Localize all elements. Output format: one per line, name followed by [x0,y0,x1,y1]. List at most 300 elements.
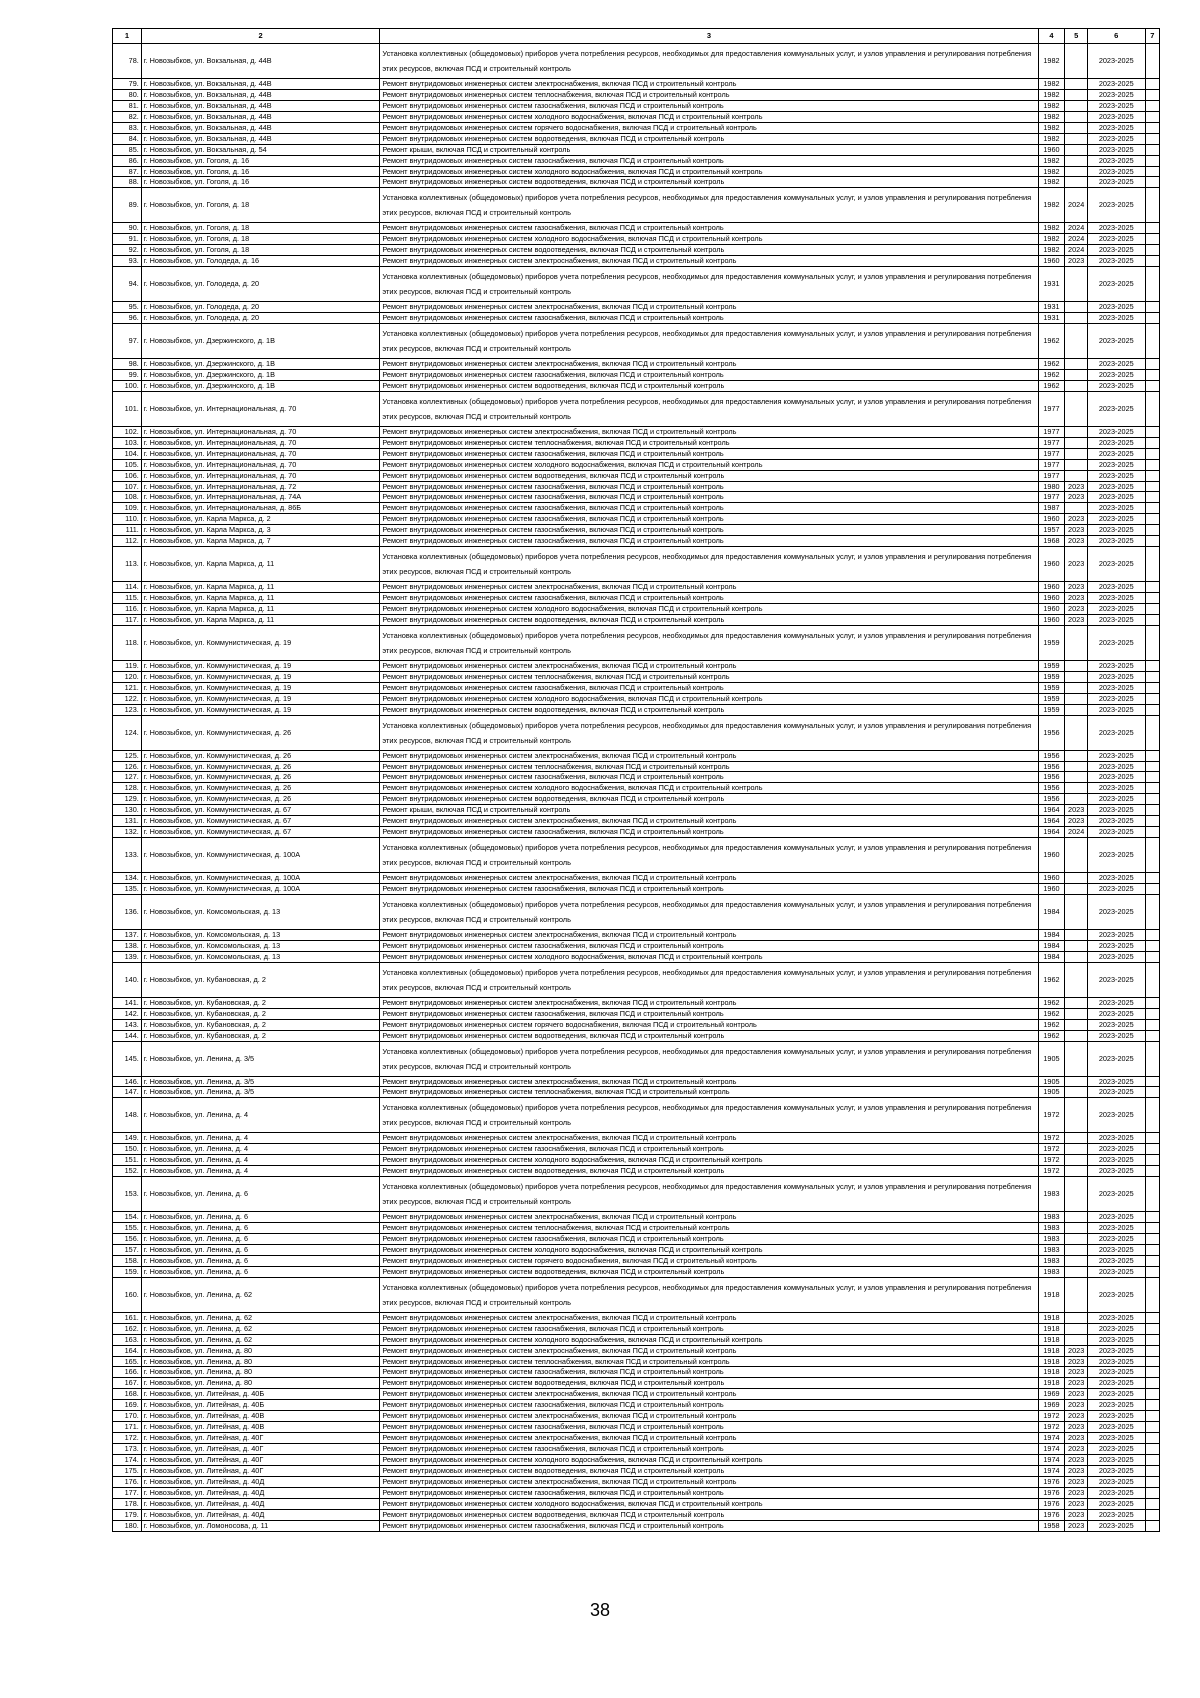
cell-number: 99. [113,369,142,380]
cell-year-plan [1065,660,1088,671]
cell-work: Ремонт внутридомовых инженерных систем электроснабжения, включая ПСД и строительный контроль [380,929,1038,940]
cell-year-plan [1065,1155,1088,1166]
cell-address: г. Новозыбков, ул. Ленина, д. 62 [141,1277,380,1312]
cell-address: г. Новозыбков, ул. Вокзальная, д. 44В [141,89,380,100]
cell-year-plan: 2023 [1065,1520,1088,1531]
cell-empty [1145,1166,1159,1177]
cell-year-plan [1065,324,1088,359]
cell-address: г. Новозыбков, ул. Гоголя, д. 18 [141,188,380,223]
cell-work: Ремонт внутридомовых инженерных систем электроснабжения, включая ПСД и строительный контроль [380,1133,1038,1144]
table-row [113,1098,1160,1133]
cell-number: 158. [113,1255,142,1266]
cell-empty [1145,951,1159,962]
cell-number: 125. [113,750,142,761]
table-row [113,525,1160,536]
cell-period: 2023-2025 [1087,805,1145,816]
table-row [113,144,1160,155]
cell-period: 2023-2025 [1087,604,1145,615]
cell-empty [1145,682,1159,693]
cell-work: Ремонт внутридомовых инженерных систем газоснабжения, включая ПСД и строительный контроль [380,1008,1038,1019]
table-row [113,1019,1160,1030]
table-row [113,1433,1160,1444]
cell-period: 2023-2025 [1087,1509,1145,1520]
cell-empty [1145,671,1159,682]
cell-number: 165. [113,1356,142,1367]
cell-address: г. Новозыбков, ул. Интернациональная, д. 86Б [141,503,380,514]
cell-year-built: 1972 [1038,1133,1065,1144]
cell-address: г. Новозыбков, ул. Вокзальная, д. 44В [141,100,380,111]
cell-year-plan: 2023 [1065,1444,1088,1455]
cell-address: г. Новозыбков, ул. Гоголя, д. 18 [141,234,380,245]
cell-empty [1145,111,1159,122]
cell-empty [1145,470,1159,481]
cell-work: Ремонт внутридомовых инженерных систем газоснабжения, включая ПСД и строительный контроль [380,1144,1038,1155]
cell-year-plan: 2023 [1065,816,1088,827]
table-row [113,1144,1160,1155]
cell-number: 164. [113,1345,142,1356]
cell-work: Ремонт внутридомовых инженерных систем электроснабжения, включая ПСД и строительный контроль [380,302,1038,313]
cell-number: 112. [113,536,142,547]
page-number: 38 [589,1600,611,1620]
cell-number: 156. [113,1234,142,1245]
cell-year-built: 1977 [1038,426,1065,437]
cell-address: г. Новозыбков, ул. Карла Маркса, д. 11 [141,593,380,604]
cell-address: г. Новозыбков, ул. Коммунистическая, д. 19 [141,704,380,715]
table-row [113,682,1160,693]
cell-address: г. Новозыбков, ул. Коммунистическая, д. 19 [141,671,380,682]
cell-address: г. Новозыбков, ул. Комсомольская, д. 13 [141,929,380,940]
header-col-3: 3 [380,29,1038,44]
cell-address: г. Новозыбков, ул. Вокзальная, д. 44В [141,133,380,144]
cell-empty [1145,1345,1159,1356]
cell-number: 148. [113,1098,142,1133]
cell-address: г. Новозыбков, ул. Ленина, д. 4 [141,1144,380,1155]
cell-year-built: 1983 [1038,1223,1065,1234]
cell-period: 2023-2025 [1087,1008,1145,1019]
cell-year-built: 1982 [1038,245,1065,256]
cell-year-plan: 2023 [1065,1411,1088,1422]
cell-empty [1145,1098,1159,1133]
cell-work: Ремонт внутридомовых инженерных систем газоснабжения, включая ПСД и строительный контроль [380,514,1038,525]
cell-year-plan: 2024 [1065,234,1088,245]
cell-number: 173. [113,1444,142,1455]
cell-number: 136. [113,894,142,929]
cell-address: г. Новозыбков, ул. Литейная, д. 40Д [141,1476,380,1487]
cell-work: Ремонт внутридомовых инженерных систем теплоснабжения, включая ПСД и строительный контроль [380,1223,1038,1234]
cell-empty [1145,1177,1159,1212]
cell-work: Установка коллективных (общедомовых) приборов учета потребления ресурсов, необходимых для предоставления коммунальных услуг, и узлов управления и регулирования потребления этих ресурсов, включая ПСД и строительный контроль [380,838,1038,873]
table-row [113,1244,1160,1255]
cell-empty [1145,223,1159,234]
cell-address: г. Новозыбков, ул. Интернациональная, д. 70 [141,448,380,459]
cell-empty [1145,514,1159,525]
cell-year-built: 1964 [1038,816,1065,827]
cell-address: г. Новозыбков, ул. Литейная, д. 40Д [141,1498,380,1509]
cell-address: г. Новозыбков, ул. Карла Маркса, д. 11 [141,547,380,582]
cell-number: 83. [113,122,142,133]
cell-number: 129. [113,794,142,805]
cell-year-built: 1987 [1038,503,1065,514]
cell-period: 2023-2025 [1087,1076,1145,1087]
cell-empty [1145,1487,1159,1498]
header-col-6: 6 [1087,29,1145,44]
cell-address: г. Новозыбков, ул. Коммунистическая, д. 19 [141,625,380,660]
cell-period: 2023-2025 [1087,1356,1145,1367]
cell-work: Ремонт внутридомовых инженерных систем газоснабжения, включая ПСД и строительный контроль [380,593,1038,604]
cell-year-built: 1959 [1038,660,1065,671]
cell-address: г. Новозыбков, ул. Ленина, д. 3/5 [141,1041,380,1076]
cell-year-built: 1972 [1038,1422,1065,1433]
cell-work: Ремонт внутридомовых инженерных систем холодного водоснабжения, включая ПСД и строительный контроль [380,1244,1038,1255]
cell-number: 167. [113,1378,142,1389]
cell-year-built: 1983 [1038,1212,1065,1223]
cell-work: Ремонт внутридомовых инженерных систем холодного водоснабжения, включая ПСД и строительный контроль [380,166,1038,177]
cell-empty [1145,1234,1159,1245]
cell-empty [1145,1041,1159,1076]
cell-year-built: 1957 [1038,525,1065,536]
cell-year-plan: 2023 [1065,1422,1088,1433]
cell-period: 2023-2025 [1087,894,1145,929]
cell-address: г. Новозыбков, ул. Интернациональная, д. 70 [141,391,380,426]
table-row [113,1498,1160,1509]
cell-year-built: 1962 [1038,1008,1065,1019]
cell-number: 180. [113,1520,142,1531]
cell-period: 2023-2025 [1087,267,1145,302]
table-row [113,514,1160,525]
table-row [113,1266,1160,1277]
cell-address: г. Новозыбков, ул. Гоголя, д. 16 [141,177,380,188]
cell-period: 2023-2025 [1087,1166,1145,1177]
cell-period: 2023-2025 [1087,625,1145,660]
cell-period: 2023-2025 [1087,940,1145,951]
cell-year-built: 1960 [1038,256,1065,267]
cell-year-plan: 2023 [1065,1367,1088,1378]
cell-number: 93. [113,256,142,267]
cell-empty [1145,940,1159,951]
cell-year-plan: 2023 [1065,1400,1088,1411]
header-col-2: 2 [141,29,380,44]
cell-year-plan: 2023 [1065,1476,1088,1487]
cell-period: 2023-2025 [1087,1223,1145,1234]
cell-address: г. Новозыбков, ул. Ленина, д. 62 [141,1334,380,1345]
cell-period: 2023-2025 [1087,492,1145,503]
cell-address: г. Новозыбков, ул. Карла Маркса, д. 3 [141,525,380,536]
table-row [113,929,1160,940]
cell-work: Установка коллективных (общедомовых) приборов учета потребления ресурсов, необходимых для предоставления коммунальных услуг, и узлов управления и регулирования потребления этих ресурсов, включая ПСД и строительный контроль [380,324,1038,359]
cell-address: г. Новозыбков, ул. Ленина, д. 62 [141,1323,380,1334]
cell-empty [1145,894,1159,929]
cell-address: г. Новозыбков, ул. Кубановская, д. 2 [141,1008,380,1019]
cell-empty [1145,1356,1159,1367]
cell-year-plan [1065,1277,1088,1312]
table-row [113,772,1160,783]
cell-year-built: 1960 [1038,614,1065,625]
cell-year-plan [1065,44,1088,79]
cell-year-plan: 2023 [1065,525,1088,536]
cell-address: г. Новозыбков, ул. Голодеда, д. 20 [141,267,380,302]
cell-year-built: 1956 [1038,761,1065,772]
cell-empty [1145,1476,1159,1487]
cell-year-built: 1983 [1038,1255,1065,1266]
cell-number: 91. [113,234,142,245]
cell-number: 108. [113,492,142,503]
cell-number: 133. [113,838,142,873]
cell-work: Ремонт внутридомовых инженерных систем электроснабжения, включая ПСД и строительный контроль [380,1312,1038,1323]
cell-number: 104. [113,448,142,459]
cell-period: 2023-2025 [1087,166,1145,177]
cell-year-plan: 2024 [1065,245,1088,256]
cell-empty [1145,805,1159,816]
cell-address: г. Новозыбков, ул. Карла Маркса, д. 11 [141,614,380,625]
cell-address: г. Новозыбков, ул. Вокзальная, д. 44В [141,122,380,133]
cell-empty [1145,625,1159,660]
cell-year-plan [1065,1144,1088,1155]
cell-number: 86. [113,155,142,166]
cell-number: 168. [113,1389,142,1400]
cell-year-built: 1968 [1038,536,1065,547]
cell-address: г. Новозыбков, ул. Кубановская, д. 2 [141,1030,380,1041]
cell-address: г. Новозыбков, ул. Дзержинского, д. 1В [141,359,380,370]
cell-empty [1145,704,1159,715]
cell-address: г. Новозыбков, ул. Кубановская, д. 2 [141,962,380,997]
cell-empty [1145,1378,1159,1389]
cell-period: 2023-2025 [1087,359,1145,370]
cell-period: 2023-2025 [1087,671,1145,682]
cell-empty [1145,816,1159,827]
cell-year-built: 1982 [1038,155,1065,166]
cell-number: 107. [113,481,142,492]
cell-address: г. Новозыбков, ул. Коммунистическая, д. 100А [141,873,380,884]
cell-number: 90. [113,223,142,234]
table-row [113,1008,1160,1019]
cell-year-built: 1974 [1038,1454,1065,1465]
cell-address: г. Новозыбков, ул. Гоголя, д. 18 [141,245,380,256]
cell-period: 2023-2025 [1087,234,1145,245]
cell-period: 2023-2025 [1087,614,1145,625]
cell-year-built: 1984 [1038,929,1065,940]
table-row [113,962,1160,997]
cell-year-built: 1918 [1038,1378,1065,1389]
cell-number: 116. [113,604,142,615]
cell-address: г. Новозыбков, ул. Ленина, д. 3/5 [141,1087,380,1098]
table-row [113,223,1160,234]
cell-work: Установка коллективных (общедомовых) приборов учета потребления ресурсов, необходимых для предоставления коммунальных услуг, и узлов управления и регулирования потребления этих ресурсов, включая ПСД и строительный контроль [380,1041,1038,1076]
cell-work: Ремонт внутридомовых инженерных систем газоснабжения, включая ПСД и строительный контроль [380,1400,1038,1411]
table-row [113,1487,1160,1498]
cell-year-plan [1065,369,1088,380]
cell-number: 127. [113,772,142,783]
cell-year-built: 1984 [1038,940,1065,951]
cell-work: Ремонт внутридомовых инженерных систем электроснабжения, включая ПСД и строительный контроль [380,750,1038,761]
cell-empty [1145,256,1159,267]
cell-work: Установка коллективных (общедомовых) приборов учета потребления ресурсов, необходимых для предоставления коммунальных услуг, и узлов управления и регулирования потребления этих ресурсов, включая ПСД и строительный контроль [380,547,1038,582]
cell-empty [1145,827,1159,838]
cell-year-plan [1065,940,1088,951]
cell-empty [1145,1266,1159,1277]
cell-period: 2023-2025 [1087,660,1145,671]
cell-period: 2023-2025 [1087,1177,1145,1212]
cell-period: 2023-2025 [1087,1133,1145,1144]
cell-number: 157. [113,1244,142,1255]
cell-period: 2023-2025 [1087,547,1145,582]
cell-period: 2023-2025 [1087,794,1145,805]
cell-year-built: 1959 [1038,693,1065,704]
cell-empty [1145,359,1159,370]
cell-period: 2023-2025 [1087,1323,1145,1334]
cell-year-plan [1065,1166,1088,1177]
cell-work: Ремонт внутридомовых инженерных систем газоснабжения, включая ПСД и строительный контроль [380,1444,1038,1455]
cell-year-built: 1977 [1038,391,1065,426]
cell-year-plan: 2023 [1065,582,1088,593]
cell-period: 2023-2025 [1087,1098,1145,1133]
cell-number: 178. [113,1498,142,1509]
cell-year-plan [1065,79,1088,90]
cell-period: 2023-2025 [1087,437,1145,448]
cell-period: 2023-2025 [1087,1244,1145,1255]
cell-number: 174. [113,1454,142,1465]
cell-year-plan [1065,1098,1088,1133]
table-row [113,256,1160,267]
cell-work: Ремонт внутридомовых инженерных систем электроснабжения, включая ПСД и строительный контроль [380,997,1038,1008]
cell-period: 2023-2025 [1087,503,1145,514]
cell-year-plan [1065,715,1088,750]
table-row [113,1422,1160,1433]
cell-year-built: 1976 [1038,1476,1065,1487]
cell-work: Ремонт внутридомовых инженерных систем электроснабжения, включая ПСД и строительный контроль [380,816,1038,827]
table-row [113,1454,1160,1465]
table-row [113,100,1160,111]
cell-period: 2023-2025 [1087,1465,1145,1476]
table-row [113,1234,1160,1245]
cell-work: Ремонт внутридомовых инженерных систем водоотведения, включая ПСД и строительный контроль [380,614,1038,625]
cell-year-plan: 2023 [1065,492,1088,503]
table-row [113,426,1160,437]
cell-period: 2023-2025 [1087,302,1145,313]
cell-work: Установка коллективных (общедомовых) приборов учета потребления ресурсов, необходимых для предоставления коммунальных услуг, и узлов управления и регулирования потребления этих ресурсов, включая ПСД и строительный контроль [380,625,1038,660]
table-row [113,481,1160,492]
cell-empty [1145,1076,1159,1087]
cell-address: г. Новозыбков, ул. Ленина, д. 80 [141,1367,380,1378]
table-row [113,503,1160,514]
cell-empty [1145,660,1159,671]
cell-year-plan [1065,177,1088,188]
cell-number: 179. [113,1509,142,1520]
cell-period: 2023-2025 [1087,838,1145,873]
table-row [113,1323,1160,1334]
table-row [113,660,1160,671]
cell-empty [1145,838,1159,873]
cell-year-built: 1982 [1038,133,1065,144]
cell-number: 128. [113,783,142,794]
cell-year-plan [1065,1076,1088,1087]
cell-period: 2023-2025 [1087,1266,1145,1277]
cell-year-built: 1982 [1038,177,1065,188]
cell-number: 85. [113,144,142,155]
cell-address: г. Новозыбков, ул. Ленина, д. 6 [141,1255,380,1266]
cell-year-built: 1974 [1038,1433,1065,1444]
cell-address: г. Новозыбков, ул. Литейная, д. 40Б [141,1400,380,1411]
cell-number: 159. [113,1266,142,1277]
cell-empty [1145,547,1159,582]
cell-work: Ремонт внутридомовых инженерных систем газоснабжения, включая ПСД и строительный контроль [380,223,1038,234]
cell-year-plan [1065,1244,1088,1255]
table-row [113,1465,1160,1476]
cell-period: 2023-2025 [1087,715,1145,750]
cell-number: 163. [113,1334,142,1345]
cell-year-plan [1065,794,1088,805]
cell-period: 2023-2025 [1087,481,1145,492]
cell-year-built: 1959 [1038,682,1065,693]
cell-year-built: 1962 [1038,369,1065,380]
cell-year-built: 1984 [1038,951,1065,962]
cell-empty [1145,133,1159,144]
table-row [113,894,1160,929]
cell-address: г. Новозыбков, ул. Интернациональная, д. 70 [141,459,380,470]
cell-period: 2023-2025 [1087,245,1145,256]
cell-address: г. Новозыбков, ул. Ленина, д. 4 [141,1098,380,1133]
cell-address: г. Новозыбков, ул. Интернациональная, д. 70 [141,470,380,481]
cell-work: Ремонт внутридомовых инженерных систем газоснабжения, включая ПСД и строительный контроль [380,1367,1038,1378]
cell-address: г. Новозыбков, ул. Коммунистическая, д. 67 [141,827,380,838]
cell-number: 115. [113,593,142,604]
table-row [113,873,1160,884]
cell-year-plan: 2023 [1065,1356,1088,1367]
cell-year-plan: 2023 [1065,1487,1088,1498]
cell-period: 2023-2025 [1087,44,1145,79]
cell-year-plan [1065,111,1088,122]
cell-empty [1145,761,1159,772]
cell-number: 120. [113,671,142,682]
table-header [113,29,1160,44]
cell-address: г. Новозыбков, ул. Литейная, д. 40Г [141,1433,380,1444]
cell-empty [1145,1019,1159,1030]
cell-year-built: 1977 [1038,448,1065,459]
cell-year-plan [1065,671,1088,682]
cell-number: 118. [113,625,142,660]
cell-work: Ремонт внутридомовых инженерных систем газоснабжения, включая ПСД и строительный контроль [380,1422,1038,1433]
cell-year-built: 1960 [1038,514,1065,525]
works-table [112,28,1160,1532]
cell-year-built: 1960 [1038,144,1065,155]
cell-number: 172. [113,1433,142,1444]
cell-address: г. Новозыбков, ул. Комсомольская, д. 13 [141,951,380,962]
cell-year-plan [1065,122,1088,133]
cell-period: 2023-2025 [1087,783,1145,794]
table-row [113,245,1160,256]
cell-empty [1145,794,1159,805]
table-row [113,470,1160,481]
cell-year-plan [1065,1030,1088,1041]
cell-number: 106. [113,470,142,481]
cell-number: 143. [113,1019,142,1030]
cell-work: Ремонт внутридомовых инженерных систем водоотведения, включая ПСД и строительный контроль [380,1378,1038,1389]
cell-year-plan [1065,1177,1088,1212]
cell-period: 2023-2025 [1087,324,1145,359]
cell-number: 94. [113,267,142,302]
cell-number: 161. [113,1312,142,1323]
cell-number: 79. [113,79,142,90]
cell-empty [1145,481,1159,492]
cell-address: г. Новозыбков, ул. Литейная, д. 40Г [141,1444,380,1455]
cell-year-built: 1980 [1038,481,1065,492]
cell-year-plan: 2023 [1065,514,1088,525]
cell-year-plan [1065,951,1088,962]
cell-year-built: 1918 [1038,1323,1065,1334]
cell-address: г. Новозыбков, ул. Интернациональная, д. 72 [141,481,380,492]
cell-year-plan [1065,1312,1088,1323]
cell-period: 2023-2025 [1087,1087,1145,1098]
cell-year-plan [1065,100,1088,111]
